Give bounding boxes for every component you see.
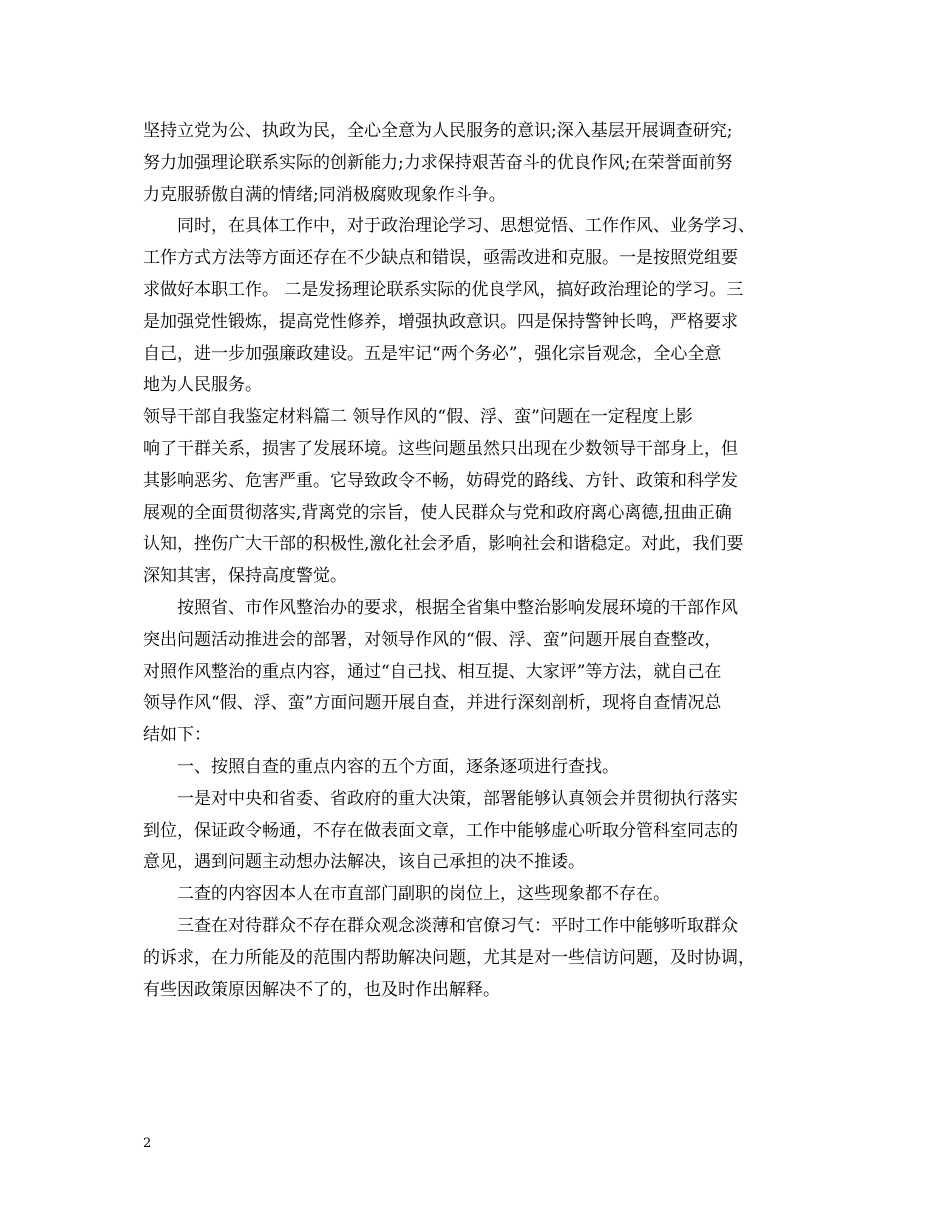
text-line: 的诉求，在力所能及的范围内帮助解决问题，尤其是对一些信访问题，及时协调，: [143, 947, 755, 968]
text-line: 深知其害，保持高度警觉。: [143, 566, 347, 587]
text-line: 领导作风“假、浮、蛮”方面问题开展自查，并进行深刻剖析，现将自查情况总: [143, 693, 722, 714]
text-line: 自己，进一步加强廉政建设。五是牢记“两个务必”，强化宗旨观念，全心全意: [143, 343, 722, 364]
text-line: 对照作风整治的重点内容，通过“自己找、相互提、大家评”等方法，就自己在: [143, 661, 722, 682]
text-line: 响了干群关系，损害了发展环境。这些问题虽然只出现在少数领导干部身上，但: [143, 438, 738, 459]
text-line: 努力加强理论联系实际的创新能力;力求保持艰苦奋斗的优良作风;在荣誉面前努: [143, 152, 733, 173]
document-body: [143, 116, 811, 1006]
text-line: 展观的全面贯彻落实,背离党的宗旨，使人民群众与党和政府离心离德,扭曲正确: [143, 502, 732, 523]
page-number: 2: [143, 1136, 152, 1151]
text-line: 结如下：: [143, 725, 211, 746]
text-line: 意见，遇到问题主动想办法解决，该自己承担的决不推诿。: [143, 852, 585, 873]
text-line: 突出问题活动推进会的部署，对领导作风的“假、浮、蛮”问题开展自查整改，: [143, 629, 722, 650]
text-line: 有些因政策原因解决不了的，也及时作出解释。: [143, 979, 500, 1000]
text-line: 工作方式方法等方面还存在不少缺点和错误，亟需改进和克服。一是按照党组要: [143, 248, 738, 269]
text-line: 求做好本职工作。 二是发扬理论联系实际的优良学风，搞好政治理论的学习。三: [143, 279, 744, 300]
text-line: 按照省、市作风整治办的要求，根据全省集中整治影响发展环境的干部作风: [177, 597, 738, 618]
text-line: 坚持立党为公、执政为民，全心全意为人民服务的意识;深入基层开展调查研究;: [143, 121, 733, 141]
text-line: 一、按照自查的重点内容的五个方面，逐条逐项进行查找。: [177, 756, 619, 777]
text-line: 一是对中央和省委、省政府的重大决策，部署能够认真领会并贯彻执行落实: [177, 788, 738, 809]
text-line: 是加强党性锻炼，提高党性修养，增强执政意识。四是保持警钟长鸣，严格要求: [143, 311, 738, 332]
text-line: 力克服骄傲自满的情绪;同消极腐败现象作斗争。: [143, 184, 506, 205]
text-line: 地为人民服务。: [143, 375, 262, 396]
text-line: 三查在对待群众不存在群众观念淡薄和官僚习气：平时工作中能够听取群众: [177, 915, 738, 936]
text-line: 认知，挫伤广大干部的积极性,激化社会矛盾，影响社会和谐稳定。对此，我们要: [143, 534, 744, 555]
text-line: 同时，在具体工作中，对于政治理论学习、思想觉悟、工作作风、业务学习、: [177, 216, 755, 237]
text-line: 到位，保证政令畅通，不存在做表面文章，工作中能够虚心听取分管科室同志的: [143, 820, 738, 841]
text-line: 二查的内容因本人在市直部门副职的岗位上，这些现象都不存在。: [177, 884, 670, 905]
text-line: 其影响恶劣、危害严重。它导致政令不畅，妨碍党的路线、方针、政策和科学发: [143, 470, 738, 491]
section-heading-line: 领导干部自我鉴定材料篇二 领导作风的“假、浮、蛮”问题在一定程度上影: [143, 407, 693, 428]
